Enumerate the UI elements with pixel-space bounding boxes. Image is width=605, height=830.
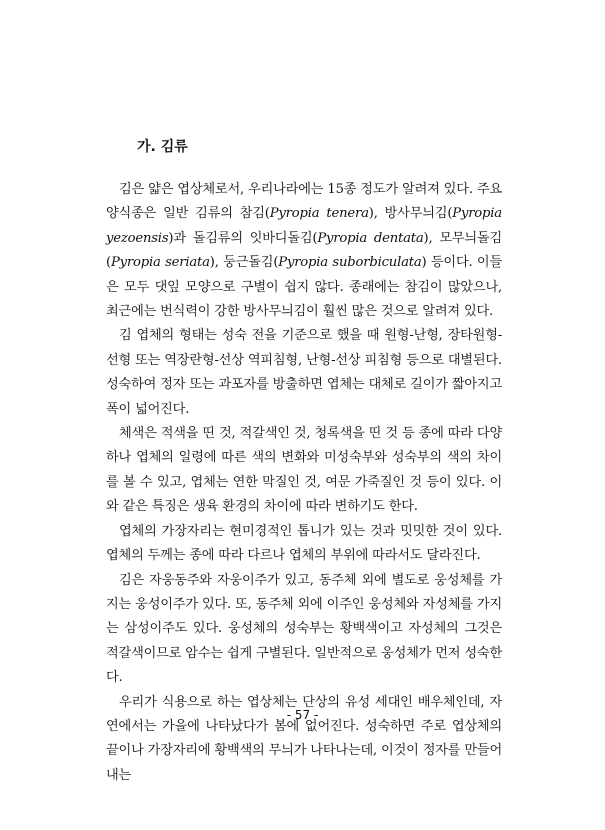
species-name: Pyropia yezoensis (106, 206, 502, 246)
species-name: Pyropia seriata (110, 255, 210, 271)
species-name: Pyropia dentata (317, 230, 424, 246)
paragraph-3: 체색은 적색을 띤 것, 적갈색인 것, 청록색을 띤 것 등 종에 따라 다양하나 엽체의 일령에 따른 색의 변화와 미성숙부와 성숙부의 색의 차이를 볼 수 있고, 엽체는 연한 막질인 것, 여문 가죽질인 것 등이 있다. 이와 같은 특징은 생육 환경의 차이에 따라 변하기도 한다. (106, 426, 502, 515)
paragraph-4: 엽체의 가장자리는 현미경적인 톱니가 있는 것과 밋밋한 것이 있다. 엽체의 두께는 종에 따라 다르나 엽체의 부위에 따라서도 달라진다. (106, 523, 502, 564)
paragraph-2: 김 엽체의 형태는 성숙 전을 기준으로 했을 때 원형-난형, 장타원형-선형 또는 역장란형-선상 역피침형, 난형-선상 피침형 등으로 대별된다. 성숙하여 정자 또는 과포자를 방출하면 엽체는 대체로 길이가 짧아지고 폭이 넓어진다. (106, 328, 502, 417)
species-name: Pyropia tenera (269, 206, 369, 222)
page-number: - 57 - (286, 708, 319, 722)
body-text (106, 178, 502, 788)
paragraph-6: 우리가 식용으로 하는 엽상체는 단상의 유성 세대인 배우체인데, 자연에서는 가을에 나타났다가 봄에 없어진다. 성숙하면 주로 엽상체의 끝이나 가장자리에 황백색의 무늬가 나타나는데, 이것이 정자를 만들어내는 (106, 694, 502, 783)
paragraph-1: 김은 얇은 엽상체로서, 우리나라에는 15종 정도가 알려져 있다. 주요 양식종은 일반 김류의 참김(Pyropia tenera), 방사무늬김(Pyropia yezoensis)과 돌김류의 잇바디돌김(Pyropia dentata), 모무늬돌김(Pyropia seriata), 둥근돌김(Pyropia suborbiculata) 등이다. 이들은 모두 댓잎 모양으로 구별이 쉽지 않다. 종래에는 참김이 많았으나, 최근에는 번식력이 강한 방사무늬김이 훨씬 많은 것으로 알려져 있다. (106, 182, 503, 320)
paragraph-5: 김은 자웅동주와 자웅이주가 있고, 동주체 외에 별도로 웅성체를 가지는 웅성이주가 있다. 또, 동주체 외에 이주인 웅성체와 자성체를 가지는 삼성이주도 있다. 웅성체의 성숙부는 황백색이고 자성체의 그것은 적갈색이므로 암수는 쉽게 구별된다. 일반적으로 웅성체가 먼저 성숙한다. (106, 572, 502, 686)
section-heading: 가. 김류 (137, 139, 188, 155)
species-name: Pyropia suborbiculata (278, 255, 422, 271)
